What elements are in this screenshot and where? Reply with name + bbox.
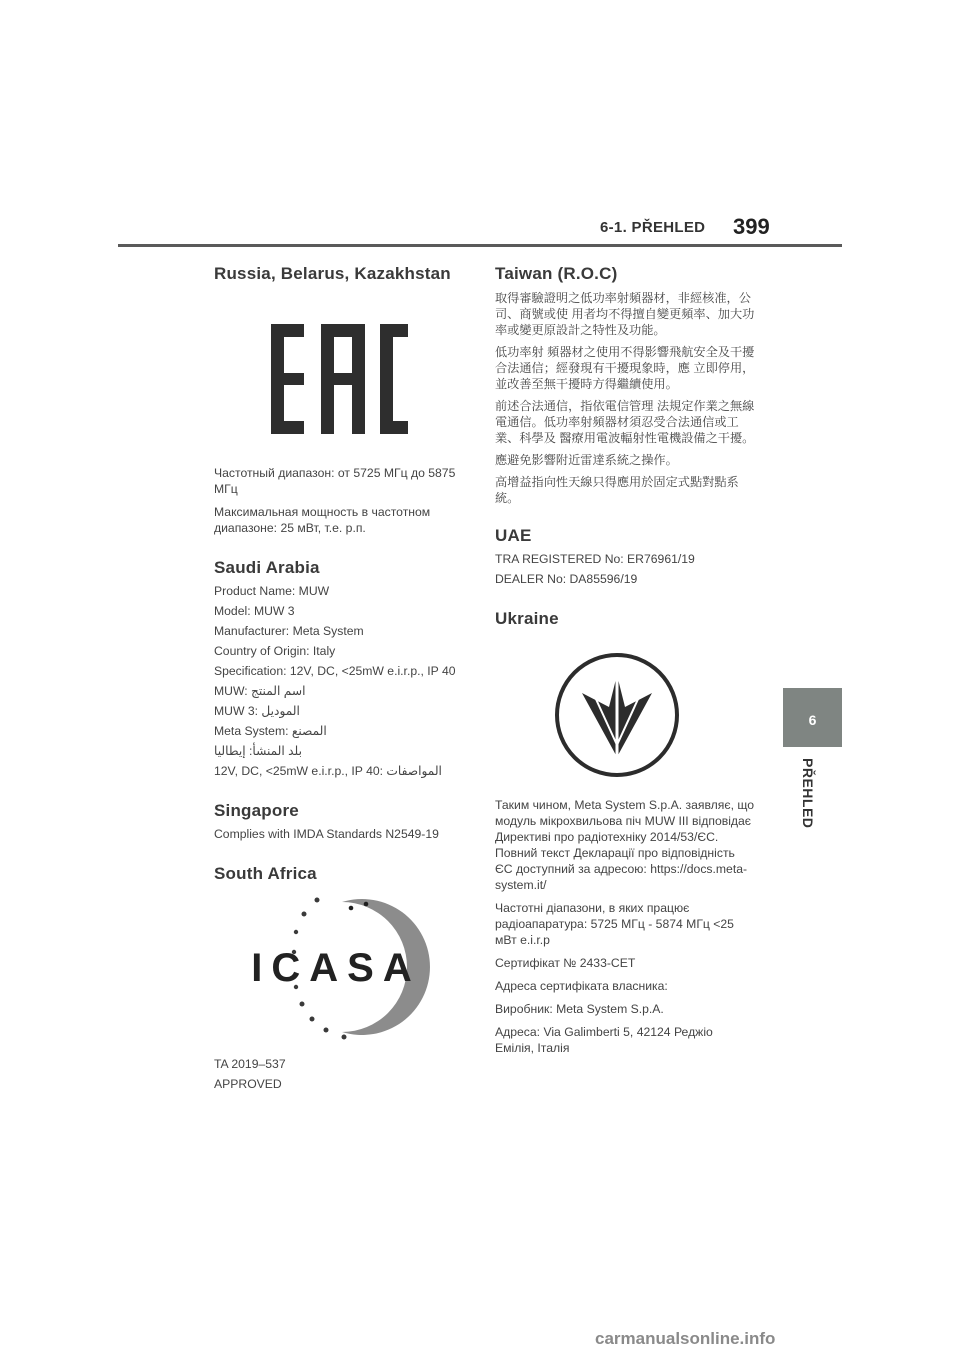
page-number: 399 xyxy=(733,214,770,239)
taiwan-line: 取得審驗證明之低功率射頻器材，非經核准，公司、商號或使 用者均不得擅自變更頻率、加大功率或變更原設計之特性及功能。 xyxy=(495,291,755,337)
chapter-tab[interactable]: 6 xyxy=(783,688,842,747)
saudi-line: Manufacturer: Meta System xyxy=(214,624,364,638)
section-title: 6-1. PŘEHLED xyxy=(600,219,706,236)
chapter-tab-label: PŘEHLED xyxy=(800,758,816,829)
singapore-line: Complies with IMDA Standards N2549-19 xyxy=(214,827,439,841)
south-africa-line: TA 2019–537 xyxy=(214,1057,286,1071)
saudi-arabic-line: بلد المنشأ: إيطاليا xyxy=(214,744,302,758)
taiwan-line: 高增益指向性天線只得應用於固定式點對點系統。 xyxy=(495,475,739,505)
saudi-heading: Saudi Arabia xyxy=(214,558,320,577)
saudi-arabic-line: 12V, DC, <25mW e.i.r.p., IP 40: المواصفات xyxy=(214,764,442,778)
saudi-arabic-line: MUW: اسم المنتج xyxy=(214,684,306,698)
uae-line: TRA REGISTERED No: ER76961/19 xyxy=(495,552,695,566)
south-africa-heading: South Africa xyxy=(214,864,317,883)
ukraine-line: Таким чином, Meta System S.p.A. заявляє, що модуль мікрохвильова піч MUW III відповідає Директиві про радіотехніку 2014/53/ЄС. Повний текст Декларації про відповідність ЄС доступний за адресою: https://docs.meta-system.it/ xyxy=(495,798,755,892)
russia-line: Частотный диапазон: от 5725 МГц до 5875 МГц xyxy=(214,466,456,496)
russia-line: Максимальная мощность в частотном диапазоне: 25 мВт, т.е. р.п. xyxy=(214,505,431,535)
uae-line: DEALER No: DA85596/19 xyxy=(495,572,638,586)
saudi-arabic-line: Meta System: المصنع xyxy=(214,724,327,738)
right-column xyxy=(495,264,755,1056)
icasa-logo-text: ICASA xyxy=(251,946,421,990)
ukraine-line: Виробник: Meta System S.p.A. xyxy=(495,1002,664,1016)
ukraine-line: Частотні діапазони, в яких працює радіоапаратура: 5725 МГц - 5874 МГц <25 мВт e.i.r.p xyxy=(495,901,734,947)
uae-heading: UAE xyxy=(495,526,532,545)
header-divider xyxy=(118,244,842,247)
ukraine-heading: Ukraine xyxy=(495,609,559,628)
left-column xyxy=(214,264,459,1092)
ukraine-conformity-mark-icon xyxy=(495,635,755,785)
saudi-line: Specification: 12V, DC, <25mW e.i.r.p., IP 40 xyxy=(214,664,456,678)
ukraine-line: Адреса сертифіката власника: xyxy=(495,979,668,993)
russia-heading: Russia, Belarus, Kazakhstan xyxy=(214,264,451,283)
saudi-line: Country of Origin: Italy xyxy=(214,644,336,658)
eac-logo xyxy=(214,310,459,440)
taiwan-line: 前述合法通信，指依電信管理 法規定作業之無線電通信。低功率射頻器材須忍受合法通信或工業、科學及 醫療用電波輻射性電機設備之干擾。 xyxy=(495,399,755,445)
icasa-logo xyxy=(214,892,459,1042)
singapore-heading: Singapore xyxy=(214,801,299,820)
taiwan-line: 低功率射 頻器材之使用不得影響飛航安全及干擾合法通信；經發現有干擾現象時，應 立即停用，並改善至無干擾時方得繼續使用。 xyxy=(495,345,755,391)
south-africa-line: APPROVED xyxy=(214,1077,282,1091)
ukraine-line: Сертифікат № 2433-СЕТ xyxy=(495,956,636,970)
saudi-line: Product Name: MUW xyxy=(214,584,330,598)
saudi-arabic-line: MUW 3: الموديل xyxy=(214,704,300,718)
watermark: carmanualsonline.info xyxy=(595,1329,776,1348)
ukraine-line: Адреса: Via Galimberti 5, 42124 Реджіо Емілія, Італія xyxy=(495,1025,713,1055)
taiwan-line: 應避免影響附近雷達系統之操作。 xyxy=(495,453,678,467)
taiwan-heading: Taiwan (R.O.C) xyxy=(495,264,618,283)
saudi-line: Model: MUW 3 xyxy=(214,604,295,618)
